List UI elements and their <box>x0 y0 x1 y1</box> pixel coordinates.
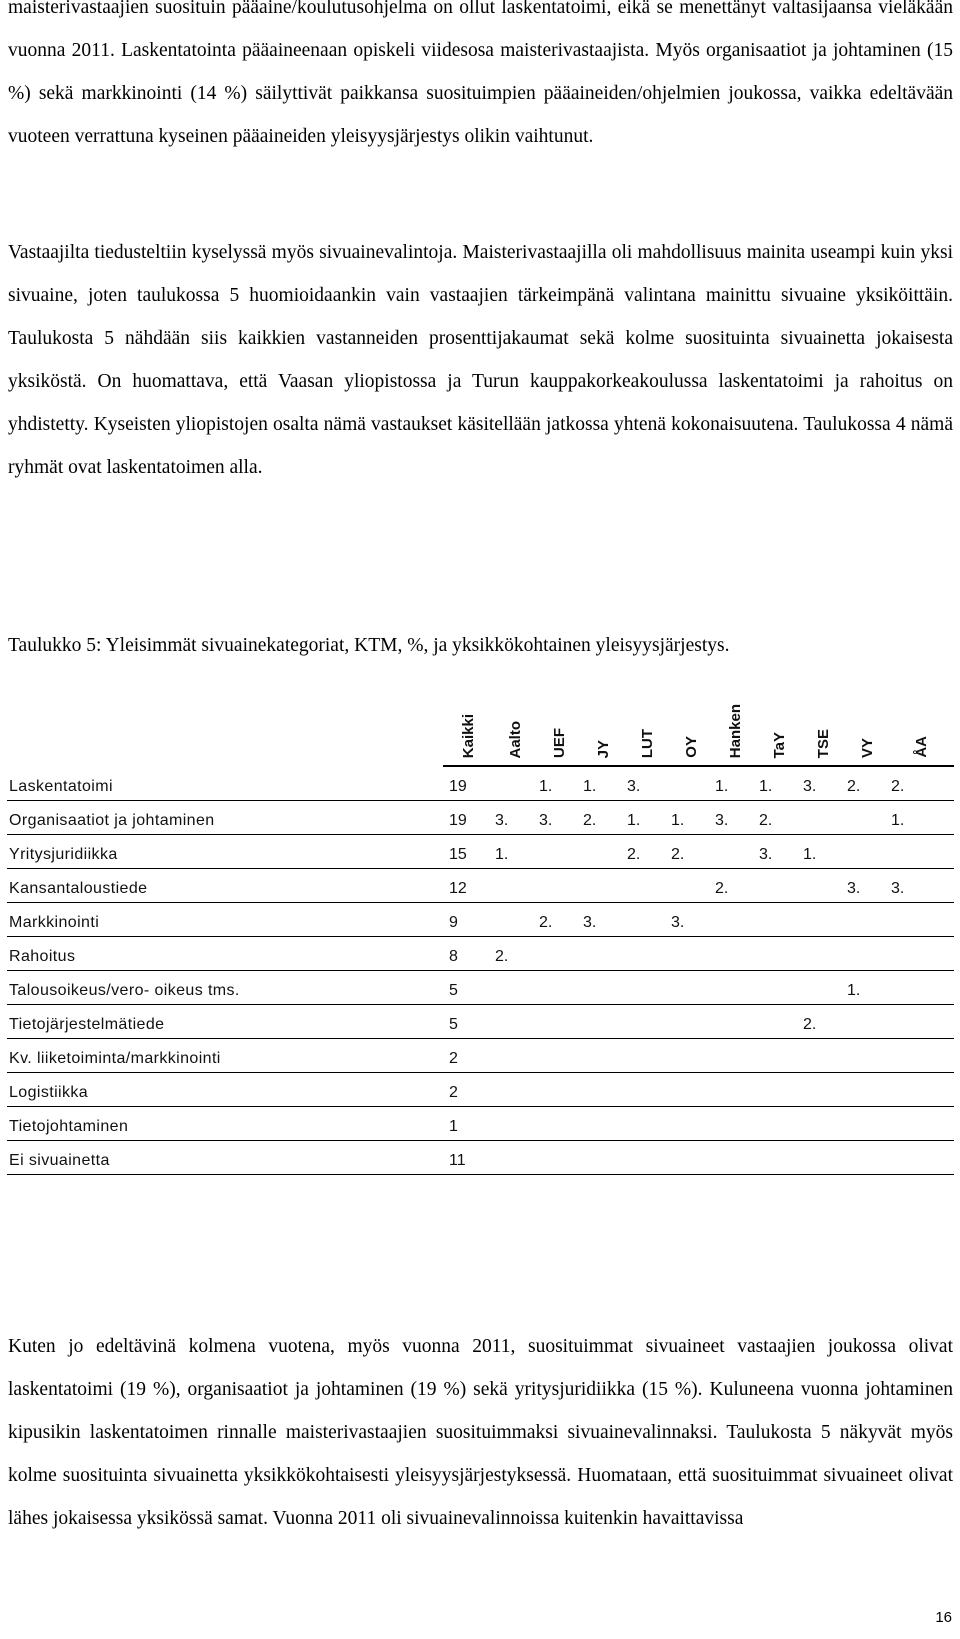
minor-subjects-paragraph: Vastaajilta tiedusteltiin kyselyssä myös sivuainevalintoja. Maisterivastaajilla oli mahdollisuus mainita useampi kuin yksi sivuaine, joten taulukossa 5 huomioidaankin vain vastaajien tärkeimpänä valintana mainittu sivuaine yksiköittäin. Taulukosta 5 nähdään siis kaikkien vastanneiden prosenttijakaumat sekä kolme suosituinta sivuainetta jokaisesta yksiköstä. On huomattava, että Vaasan yliopistossa ja Turun kauppakorkeakoulussa laskentatoimi ja rahoitus on yhdistetty. Kyseisten yliopistojen osalta nämä vastaukset käsitellään jatkossa yhtenä kokonaisuutena. Taulukossa 4 nämä ryhmät ovat laskentatoimen alla. <box>8 242 953 478</box>
rank-cell: 3. <box>713 800 757 834</box>
column-header: UEF <box>537 685 581 766</box>
table-header-row <box>7 685 954 766</box>
rank-cell: 2. <box>537 902 581 936</box>
rank-cell <box>625 868 669 902</box>
column-header: JY <box>581 685 625 766</box>
table-row <box>7 1038 954 1072</box>
column-header: OY <box>669 685 713 766</box>
table-row <box>7 766 954 800</box>
rank-cell: 2. <box>581 800 625 834</box>
rank-cell <box>845 834 889 868</box>
total-percent-cell: 15 <box>443 834 493 868</box>
rank-cell <box>581 1072 625 1106</box>
rank-cell <box>889 902 954 936</box>
rank-cell <box>801 970 845 1004</box>
rank-cell <box>493 902 537 936</box>
table-row <box>7 1072 954 1106</box>
rank-cell <box>493 1038 537 1072</box>
rank-cell <box>669 1106 713 1140</box>
table-row <box>7 800 954 834</box>
rank-cell <box>757 868 801 902</box>
rank-cell: 3. <box>757 834 801 868</box>
rank-cell: 3. <box>889 868 954 902</box>
table-row <box>7 1140 954 1174</box>
rank-cell <box>669 1140 713 1174</box>
rank-cell: 1. <box>845 970 889 1004</box>
rank-cell: 2. <box>889 766 954 800</box>
rank-cell <box>493 868 537 902</box>
rank-cell <box>669 936 713 970</box>
row-label: Kansantaloustiede <box>7 868 443 902</box>
rank-cell <box>889 834 954 868</box>
rank-cell <box>845 1072 889 1106</box>
row-label: Tietojohtaminen <box>7 1106 443 1140</box>
table-row <box>7 1106 954 1140</box>
rank-cell <box>713 1106 757 1140</box>
rank-cell <box>845 902 889 936</box>
table-row <box>7 834 954 868</box>
rank-cell <box>493 766 537 800</box>
rank-cell <box>713 936 757 970</box>
rank-cell <box>889 1038 954 1072</box>
rank-cell <box>581 970 625 1004</box>
rank-cell <box>801 1140 845 1174</box>
header-corner <box>7 685 443 766</box>
minor-subjects-table <box>7 685 954 1175</box>
rank-cell <box>625 1038 669 1072</box>
row-label: Rahoitus <box>7 936 443 970</box>
rank-cell <box>845 1004 889 1038</box>
column-header: Kaikki <box>443 685 493 766</box>
rank-cell <box>625 970 669 1004</box>
column-header: Hanken <box>713 685 757 766</box>
rank-cell <box>581 868 625 902</box>
row-label: Markkinointi <box>7 902 443 936</box>
rank-cell <box>889 1106 954 1140</box>
column-header: Aalto <box>493 685 537 766</box>
rank-cell <box>889 970 954 1004</box>
rank-cell <box>757 1140 801 1174</box>
rank-cell <box>581 1004 625 1038</box>
row-label: Tietojärjestelmätiede <box>7 1004 443 1038</box>
table-row <box>7 936 954 970</box>
rank-cell: 1. <box>757 766 801 800</box>
rank-cell: 3. <box>801 766 845 800</box>
column-header: TSE <box>801 685 845 766</box>
rank-cell <box>713 1038 757 1072</box>
rank-cell <box>757 1038 801 1072</box>
rank-cell <box>845 1140 889 1174</box>
rank-cell: 3. <box>625 766 669 800</box>
rank-cell <box>757 1072 801 1106</box>
rank-cell <box>625 1106 669 1140</box>
rank-cell <box>493 1140 537 1174</box>
rank-cell <box>669 1072 713 1106</box>
rank-cell <box>801 936 845 970</box>
row-label: Kv. liiketoiminta/markkinointi <box>7 1038 443 1072</box>
rank-cell <box>801 1038 845 1072</box>
rank-cell <box>801 1072 845 1106</box>
rank-cell: 2. <box>757 800 801 834</box>
rank-cell <box>757 936 801 970</box>
rank-cell <box>537 1072 581 1106</box>
rank-cell <box>493 1106 537 1140</box>
rank-cell <box>669 868 713 902</box>
rank-cell <box>889 936 954 970</box>
rank-cell <box>625 1004 669 1038</box>
rank-cell <box>713 1140 757 1174</box>
rank-cell <box>625 902 669 936</box>
rank-cell <box>889 1140 954 1174</box>
rank-cell <box>669 970 713 1004</box>
rank-cell <box>713 834 757 868</box>
total-percent-cell: 2 <box>443 1038 493 1072</box>
total-percent-cell: 9 <box>443 902 493 936</box>
column-header: LUT <box>625 685 669 766</box>
row-label: Laskentatoimi <box>7 766 443 800</box>
table-row <box>7 1004 954 1038</box>
rank-cell <box>713 1004 757 1038</box>
rank-cell <box>537 936 581 970</box>
row-label: Yritysjuridiikka <box>7 834 443 868</box>
total-percent-cell: 1 <box>443 1106 493 1140</box>
table-row <box>7 902 954 936</box>
table-caption: Taulukko 5: Yleisimmät sivuainekategoriat, KTM, %, ja yksikkökohtainen yleisyysjärjestys. <box>8 635 730 656</box>
rank-cell <box>625 1072 669 1106</box>
rank-cell <box>669 1004 713 1038</box>
rank-cell <box>537 1106 581 1140</box>
row-label: Organisaatiot ja johtaminen <box>7 800 443 834</box>
rank-cell: 3. <box>669 902 713 936</box>
rank-cell: 1. <box>625 800 669 834</box>
rank-cell <box>581 936 625 970</box>
rank-cell <box>845 936 889 970</box>
rank-cell <box>757 1004 801 1038</box>
rank-cell: 2. <box>713 868 757 902</box>
rank-cell <box>581 1140 625 1174</box>
rank-cell <box>537 970 581 1004</box>
rank-cell <box>669 1038 713 1072</box>
total-percent-cell: 5 <box>443 1004 493 1038</box>
rank-cell <box>713 902 757 936</box>
rank-cell: 2. <box>845 766 889 800</box>
rank-cell: 1. <box>713 766 757 800</box>
page-number: 16 <box>935 1609 952 1626</box>
rank-cell <box>581 1106 625 1140</box>
total-percent-cell: 11 <box>443 1140 493 1174</box>
rank-cell <box>581 1038 625 1072</box>
row-label: Ei sivuainetta <box>7 1140 443 1174</box>
rank-cell <box>801 1106 845 1140</box>
rank-cell <box>757 970 801 1004</box>
rank-cell: 3. <box>845 868 889 902</box>
rank-cell: 1. <box>801 834 845 868</box>
rank-cell <box>757 902 801 936</box>
rank-cell <box>845 1038 889 1072</box>
rank-cell: 1. <box>537 766 581 800</box>
rank-cell <box>801 868 845 902</box>
rank-cell <box>713 1072 757 1106</box>
rank-cell <box>889 1004 954 1038</box>
rank-cell: 1. <box>493 834 537 868</box>
column-header: TaY <box>757 685 801 766</box>
rank-cell <box>537 1004 581 1038</box>
rank-cell <box>537 1038 581 1072</box>
total-percent-cell: 8 <box>443 936 493 970</box>
rank-cell: 2. <box>801 1004 845 1038</box>
rank-cell: 1. <box>581 766 625 800</box>
rank-cell <box>537 1140 581 1174</box>
total-percent-cell: 12 <box>443 868 493 902</box>
column-header: ÅA <box>889 685 954 766</box>
rank-cell <box>713 970 757 1004</box>
total-percent-cell: 19 <box>443 800 493 834</box>
rank-cell: 3. <box>493 800 537 834</box>
row-label: Talousoikeus/vero- oikeus tms. <box>7 970 443 1004</box>
rank-cell: 1. <box>889 800 954 834</box>
rank-cell: 3. <box>537 800 581 834</box>
rank-cell <box>493 1072 537 1106</box>
rank-cell <box>757 1106 801 1140</box>
total-percent-cell: 2 <box>443 1072 493 1106</box>
rank-cell <box>845 800 889 834</box>
rank-cell <box>537 868 581 902</box>
rank-cell <box>669 766 713 800</box>
rank-cell <box>493 1004 537 1038</box>
rank-cell <box>801 902 845 936</box>
results-paragraph: Kuten jo edeltävinä kolmena vuotena, myös vuonna 2011, suosituimmat sivuaineet vastaajien joukossa olivat laskentatoimi (19 %), organisaatiot ja johtaminen (19 %) sekä yritysjuridiikka (15 %). Kuluneena vuonna johtaminen kipusikin laskentatoimen rinnalle maisterivastaajien suosituimmaksi sivuainevalinnaksi. Taulukosta 5 näkyvät myös kolme suosituinta sivuainetta yksikkökohtaisesti yleisyysjärjestyksessä. Huomataan, että suosituimmat sivuaineet olivat lähes jokaisessa yksikössä samat. Vuonna 2011 oli sivuainevalinnoissa kuitenkin havaittavissa <box>8 1336 953 1529</box>
rank-cell <box>581 834 625 868</box>
rank-cell <box>493 970 537 1004</box>
rank-cell: 3. <box>581 902 625 936</box>
rank-cell <box>889 1072 954 1106</box>
table-row <box>7 868 954 902</box>
rank-cell <box>625 1140 669 1174</box>
rank-cell <box>801 800 845 834</box>
row-label: Logistiikka <box>7 1072 443 1106</box>
rank-cell: 2. <box>669 834 713 868</box>
rank-cell: 2. <box>493 936 537 970</box>
table-row <box>7 970 954 1004</box>
rank-cell: 1. <box>669 800 713 834</box>
total-percent-cell: 5 <box>443 970 493 1004</box>
total-percent-cell: 19 <box>443 766 493 800</box>
column-header: VY <box>845 685 889 766</box>
rank-cell <box>625 936 669 970</box>
intro-paragraph: maisterivastaajien suosituin pääaine/koulutusohjelma on ollut laskentatoimi, eikä se menettänyt valtasijaansa vieläkään vuonna 2011. Laskentatointa pääaineenaan opiskeli viidesosa maisterivastaajista. Myös organisaatiot ja johtaminen (15 %) sekä markkinointi (14 %) säilyttivät paikkansa suosituimpien pääaineiden/ohjelmien joukossa, vaikka edeltävään vuoteen verrattuna kyseinen pääaineiden yleisyysjärjestys olikin vaihtunut. <box>8 0 953 147</box>
rank-cell <box>537 834 581 868</box>
rank-cell <box>845 1106 889 1140</box>
rank-cell: 2. <box>625 834 669 868</box>
